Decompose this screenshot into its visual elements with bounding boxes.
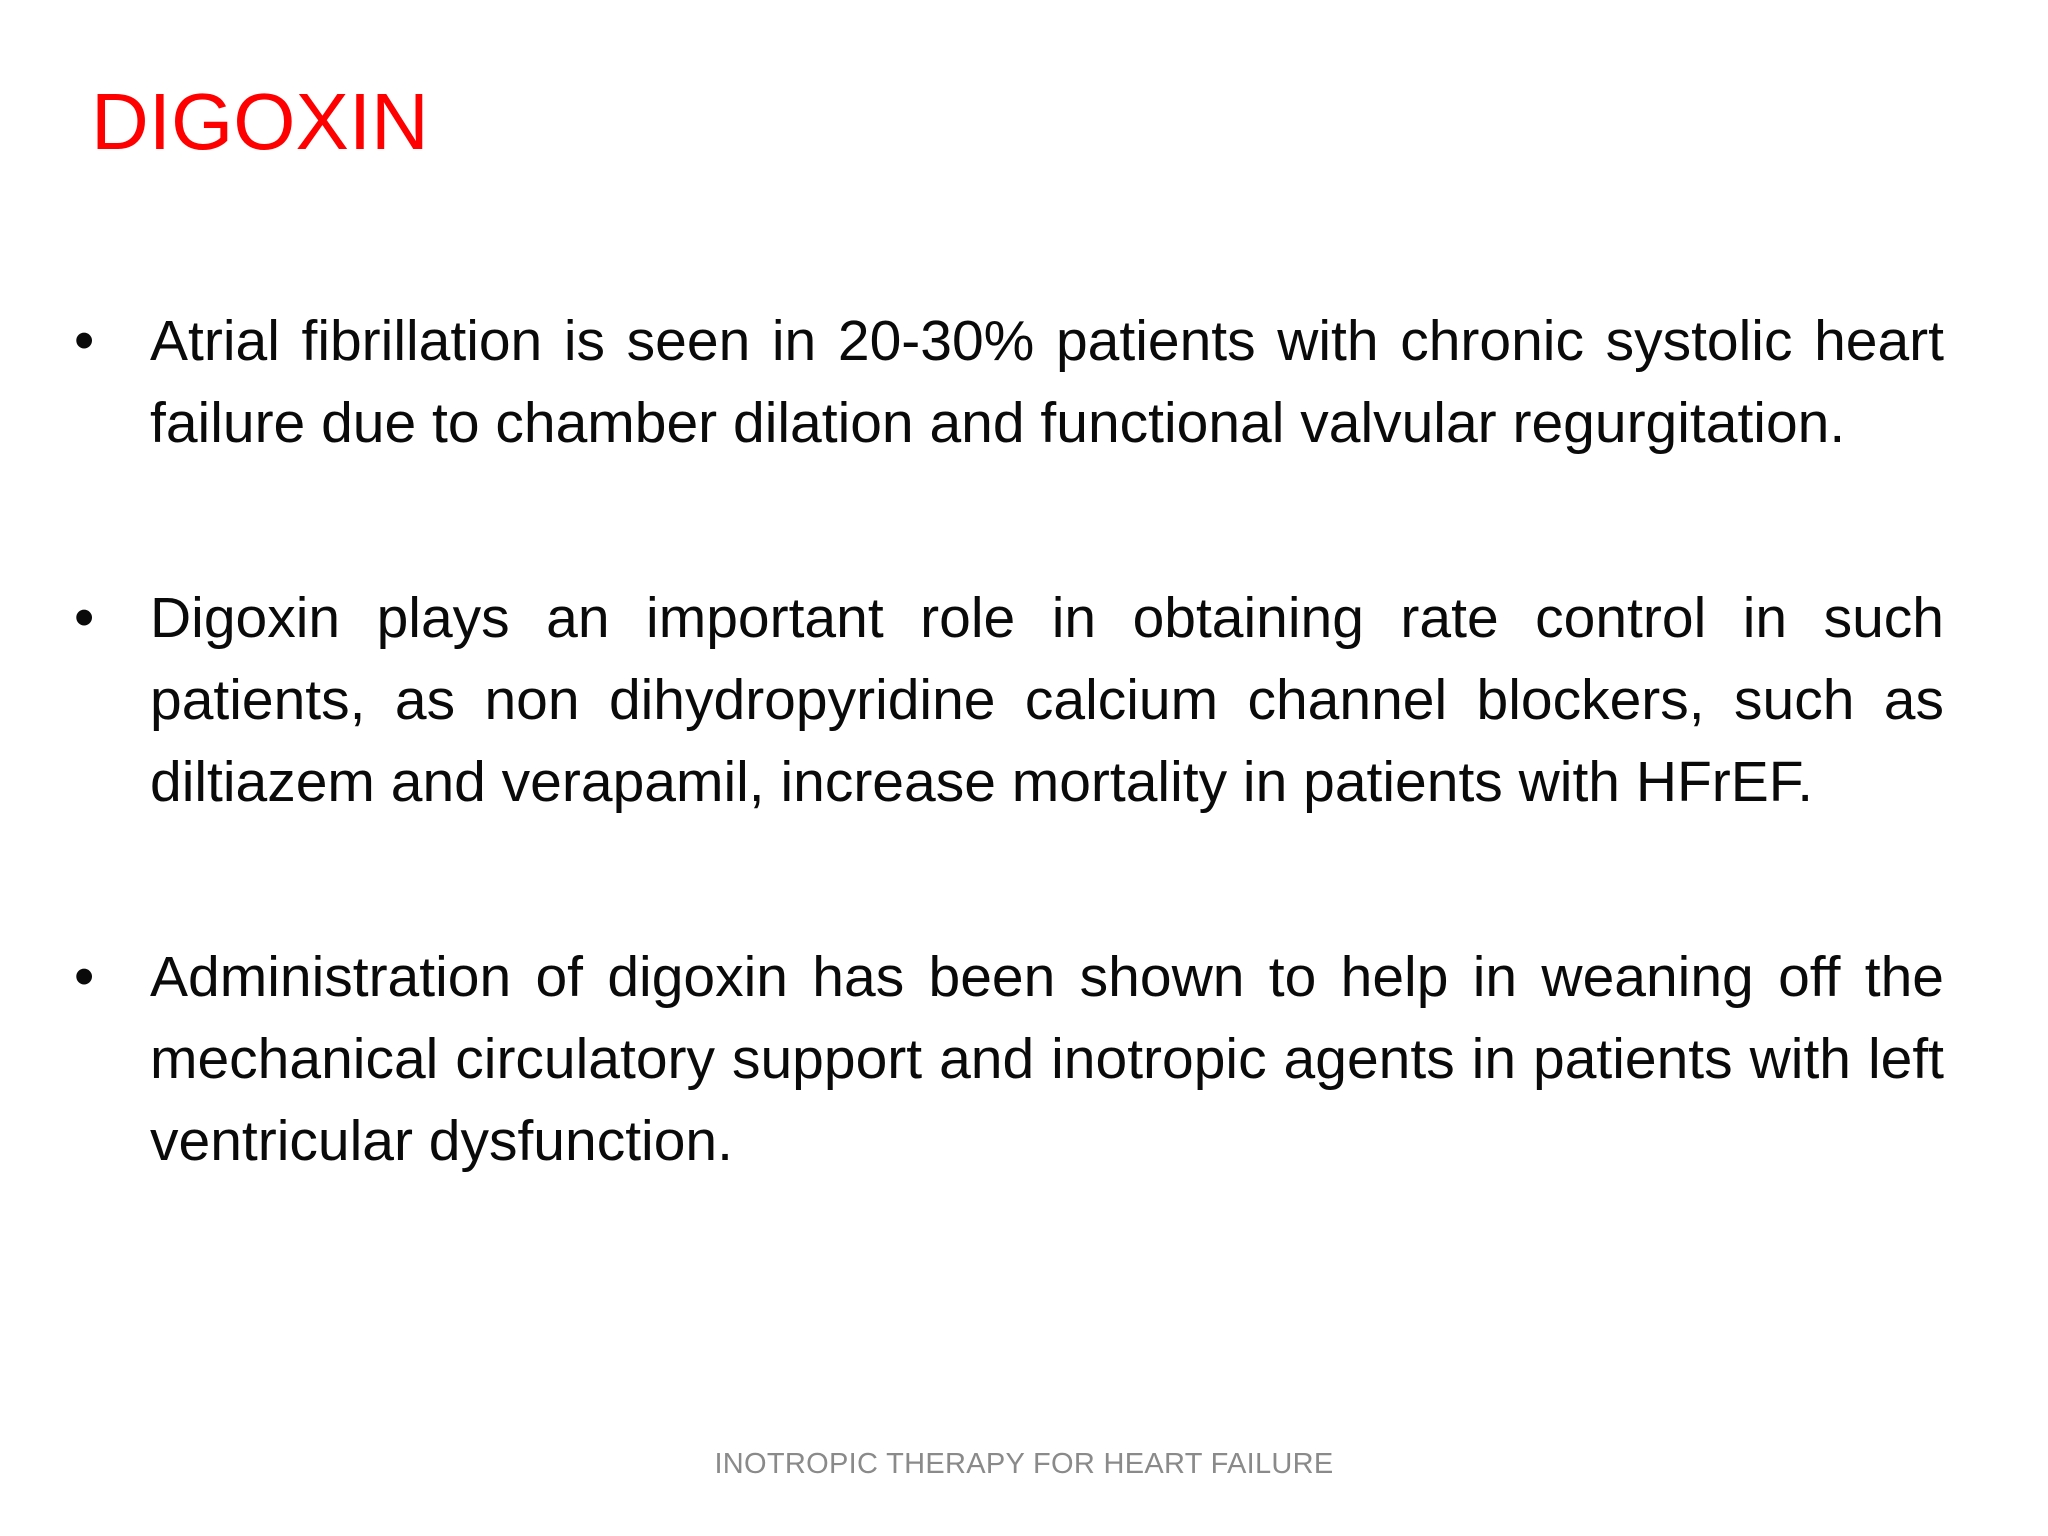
bullet-dot: • [74, 944, 95, 1009]
bullet-text: Atrial fibrillation is seen in 20-30% patients with chronic systolic heart failure due to chamber dilation and functional valvular regurgitation. [150, 309, 1944, 455]
bullet-dot: • [74, 585, 95, 650]
bullet-list [74, 300, 1944, 1182]
slide-footer: INOTROPIC THERAPY FOR HEART FAILURE [714, 1448, 1334, 1480]
bullet-text: Digoxin plays an important role in obtaining rate control in such patients, as non dihydropyridine calcium channel blockers, such as diltiazem and verapamil, increase mortality in patients with HFrEF. [150, 586, 1944, 814]
bullet-item [74, 936, 1944, 1182]
bullet-item [74, 577, 1944, 823]
bullet-item [74, 300, 1944, 464]
bullet-text: Administration of digoxin has been shown to help in weaning off the mechanical circulatory support and inotropic agents in patients with left ventricular dysfunction. [150, 945, 1944, 1173]
bullet-dot: • [74, 308, 95, 373]
slide-title: DIGOXIN [91, 77, 429, 166]
